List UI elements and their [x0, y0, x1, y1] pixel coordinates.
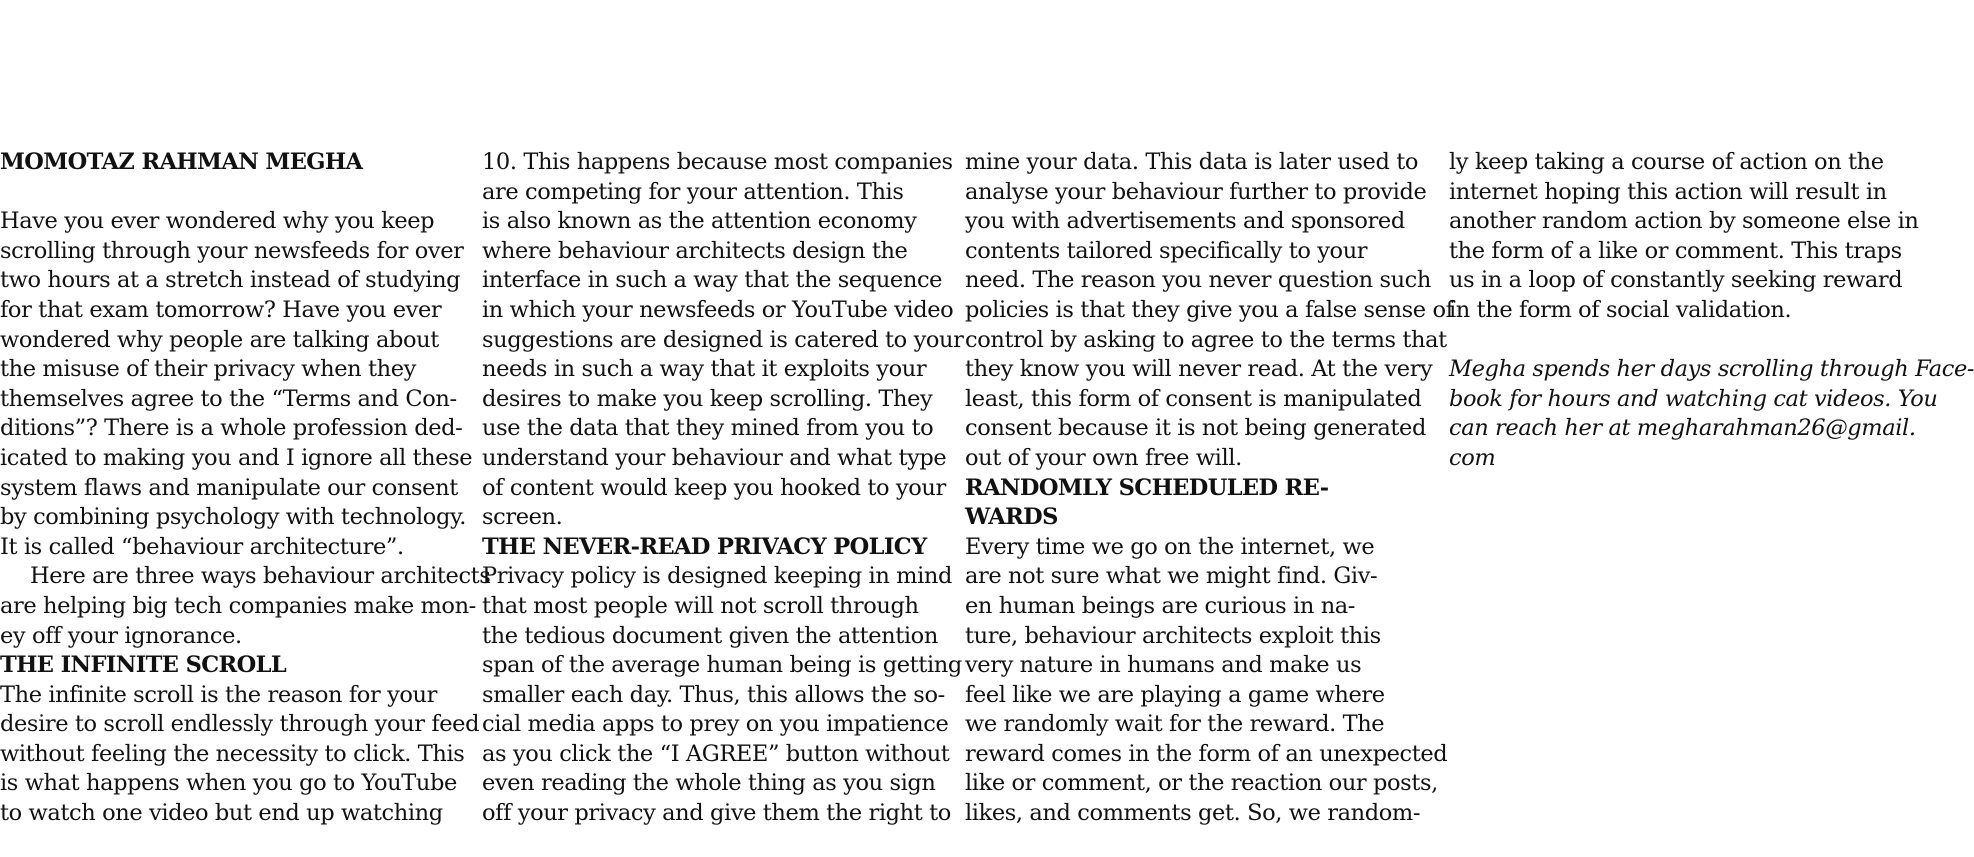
column-4 — [1449, 148, 1974, 474]
text-line: of content would keep you hooked to your — [482, 474, 946, 501]
text-line: is what happens when you go to YouTube — [0, 770, 457, 797]
text-line: desire to scroll endlessly through your feed — [0, 711, 480, 738]
heading-line: WARDS — [965, 504, 1058, 531]
text-line: smaller each day. Thus, this allows the so- — [482, 681, 945, 708]
random-rewards-section — [965, 533, 1448, 829]
text-line: Privacy policy is designed keeping in mind — [482, 563, 952, 590]
text-line: are not sure what we might find. Giv- — [965, 563, 1378, 590]
infinite-scroll-section-continued — [482, 148, 964, 533]
section-heading-privacy-policy: THE NEVER-READ PRIVACY POLICY — [482, 533, 927, 560]
text-line: Here are three ways behaviour architects — [30, 563, 491, 590]
text-line: mine your data. This data is later used to — [965, 149, 1419, 175]
text-line: even reading the whole thing as you sign — [482, 770, 936, 797]
spacer — [0, 178, 460, 208]
second-paragraph — [0, 562, 491, 651]
bio-line: book for hours and watching cat videos. You — [1449, 385, 1938, 412]
text-line: without feeling the necessity to click. This — [0, 740, 465, 767]
text-line: for that exam tomorrow? Have you ever — [0, 296, 442, 323]
text-line: ly keep taking a course of action on the — [1449, 149, 1884, 175]
section-heading-infinite-scroll: THE INFINITE SCROLL — [0, 652, 287, 679]
bio-line: can reach her at megharahman26@gmail. — [1449, 415, 1916, 442]
text-line: you with advertisements and sponsored — [965, 208, 1405, 235]
text-line: ey off your ignorance. — [0, 622, 242, 649]
text-line: suggestions are designed is catered to your — [482, 326, 964, 353]
text-line: like or comment, or the reaction our posts, — [965, 770, 1438, 797]
text-line: by combining psychology with technology. — [0, 504, 467, 531]
text-line: The infinite scroll is the reason for your — [0, 681, 437, 708]
text-line: out of your own free will. — [965, 444, 1242, 471]
text-line: consent because it is not being generated — [965, 415, 1426, 442]
text-line: the tedious document given the attention — [482, 622, 938, 649]
text-line: interface in such a way that the sequence — [482, 267, 943, 294]
text-line: another random action by someone else in — [1449, 208, 1919, 235]
privacy-policy-section-continued — [965, 148, 1454, 474]
text-line: the misuse of their privacy when they — [0, 356, 416, 383]
text-line: us in a loop of constantly seeking reward — [1449, 267, 1903, 294]
text-line: desires to make you keep scrolling. They — [482, 385, 933, 412]
text-line: that most people will not scroll through — [482, 592, 919, 619]
text-line: system flaws and manipulate our consent — [0, 474, 458, 501]
heading-line: RANDOMLY SCHEDULED RE- — [965, 474, 1329, 501]
text-line: understand your behaviour and what type — [482, 444, 947, 471]
text-line: reward comes in the form of an unexpected — [965, 740, 1448, 767]
author-bio — [1449, 355, 1974, 473]
text-line: icated to making you and I ignore all these — [0, 444, 473, 471]
text-line: 10. This happens because most companies — [482, 149, 953, 175]
text-line: where behaviour architects design the — [482, 237, 908, 264]
text-line: It is called “behaviour architecture”. — [0, 533, 404, 560]
text-line: off your privacy and give them the right to — [482, 800, 951, 827]
text-line: in which your newsfeeds or YouTube video — [482, 296, 954, 323]
text-line: wondered why people are talking about — [0, 326, 439, 353]
text-line: span of the average human being is getting — [482, 652, 962, 679]
text-line: policies is that they give you a false sense of — [965, 296, 1454, 323]
text-line: ture, behaviour architects exploit this — [965, 622, 1381, 649]
text-line: scrolling through your newsfeeds for over — [0, 237, 464, 264]
text-line: likes, and comments get. So, we random- — [965, 800, 1421, 827]
text-line: screen. — [482, 504, 563, 531]
text-line: feel like we are playing a game where — [965, 681, 1385, 708]
column-2 — [482, 148, 964, 829]
spacer — [1449, 326, 1909, 356]
column-1 — [0, 148, 491, 829]
text-line: we randomly wait for the reward. The — [965, 711, 1385, 738]
article — [0, 148, 1974, 857]
bio-line: com — [1449, 444, 1496, 471]
text-line: is also known as the attention economy — [482, 208, 917, 235]
text-line: themselves agree to the “Terms and Con- — [0, 385, 457, 412]
text-line: are competing for your attention. This — [482, 178, 904, 205]
text-line: in the form of social validation. — [1449, 296, 1792, 323]
text-line: control by asking to agree to the terms that — [965, 326, 1447, 353]
text-line: use the data that they mined from you to — [482, 415, 934, 442]
text-line: they know you will never read. At the very — [965, 356, 1433, 383]
text-line: en human beings are curious in na- — [965, 592, 1356, 619]
text-line: to watch one video but end up watching — [0, 800, 443, 827]
section-heading-random-rewards — [965, 474, 1425, 533]
privacy-policy-section — [482, 562, 962, 828]
text-line: Have you ever wondered why you keep — [0, 208, 435, 235]
text-line: cial media apps to prey on you impatience — [482, 711, 949, 738]
text-line: need. The reason you never question such — [965, 267, 1431, 294]
text-line: are helping big tech companies make mon- — [0, 592, 476, 619]
text-line: internet hoping this action will result in — [1449, 178, 1887, 205]
random-rewards-section-continued — [1449, 148, 1919, 326]
intro-paragraph — [0, 207, 473, 562]
text-line: ditions”? There is a whole profession ded- — [0, 415, 463, 442]
column-3 — [965, 148, 1454, 829]
text-line: analyse your behaviour further to provide — [965, 178, 1427, 205]
text-line: needs in such a way that it exploits your — [482, 356, 927, 383]
text-line: the form of a like or comment. This traps — [1449, 237, 1902, 264]
text-line: two hours at a stretch instead of studying — [0, 267, 461, 294]
bio-line: Megha spends her days scrolling through Face- — [1449, 356, 1974, 383]
text-line: Every time we go on the internet, we — [965, 533, 1375, 560]
text-line: as you click the “I AGREE” button without — [482, 740, 950, 767]
text-line: very nature in humans and make us — [965, 652, 1362, 679]
text-line: least, this form of consent is manipulated — [965, 385, 1422, 412]
author-byline: MOMOTAZ RAHMAN MEGHA — [0, 149, 363, 175]
text-line: contents tailored specifically to your — [965, 237, 1368, 264]
infinite-scroll-section — [0, 681, 480, 829]
